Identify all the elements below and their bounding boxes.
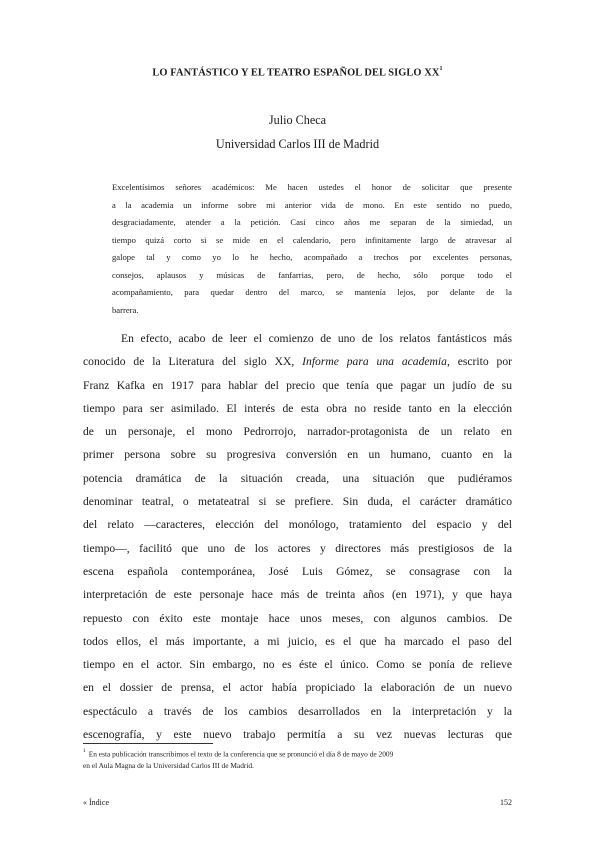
footnote-mark: 1	[83, 748, 86, 754]
page-number: 152	[500, 798, 512, 807]
body-line: conocido de la Literatura del siglo XX, Informe para una academia, escrito por	[83, 355, 512, 369]
quote-line: barrera.	[112, 304, 139, 315]
body-line: En efecto, acabo de leer el comienzo de uno de los relatos fantásticos más	[121, 332, 512, 345]
body-line: de un personaje, el mono Pedrorrojo, narrador-protagonista de un relato en	[83, 425, 512, 439]
body-line: Franz Kafka en 1917 para hablar del precio que tenía que pagar un judío de su	[83, 378, 512, 392]
index-link-text[interactable]: « Índice	[83, 798, 109, 807]
quote-line: galope tal y como yo lo he hecho, acompañado a trechos por excelentes personas,	[112, 252, 512, 262]
body-line: tiempo para ser asimilado. El interés de esta obra no reside tanto en la elección	[83, 401, 512, 415]
body-line: repuesto con éxito este montaje hace unos meses, con algunos cambios. De	[83, 611, 512, 625]
footnote	[83, 746, 513, 772]
body-line: todos ellos, el más importante, a mi juicio, es el que ha marcado el paso del	[83, 634, 512, 648]
body-paragraph	[83, 327, 512, 746]
paper-title: LO FANTÁSTICO Y EL TEATRO ESPAÑOL DEL SIGLO $XX^1$	[152, 66, 443, 79]
quote-line: desgraciadamente, atender a la petición. Casi cinco años me separan de la simiedad, un	[112, 217, 512, 227]
body-line: interpretación de este personaje hace más de treinta años (en 1971), y que haya	[83, 588, 512, 602]
quote-line: a la academia un informe sobre mi anterior vida de mono. En este sentido no puedo,	[112, 199, 512, 210]
body-line: tiempo en el actor. Sin embargo, no es éste el único. Como se ponía de relieve	[83, 658, 512, 672]
body-line: en el dossier de prensa, el actor había propiciado la elaboración de un nuevo	[83, 681, 512, 695]
epigraph-quote	[112, 179, 512, 319]
footnote-line: $^1$ En esta publicación transcribimos el texto de la conferencia que se pronunció el día 8 de mayo de 2009	[83, 748, 394, 759]
quote-line: acompañamiento, para quedar dentro del marco, se mantenía lejos, por delante de la	[112, 287, 512, 297]
quote-line: consejos, aplausos y músicas de fanfarrias, pero, de hecho, sólo porque todo el	[112, 269, 512, 280]
body-line: denominar teatral, o metateatral si se prefiere. Sin duda, el carácter dramático	[83, 495, 512, 509]
body-line: escena española contemporánea, José Luis Gómez, se consagrase con la	[83, 564, 512, 578]
footnote-line: en el Aula Magna de la Universidad Carlos III de Madrid.	[83, 761, 254, 771]
footnote-divider	[83, 743, 213, 744]
index-link[interactable]	[83, 798, 109, 807]
quote-line: Excelentísimos señores académicos: Me hacen ustedes el honor de solicitar que presente	[112, 182, 512, 192]
title-footnote-mark[interactable]: 1	[439, 66, 443, 72]
author-name: Julio Checa	[268, 113, 327, 127]
body-line: primer persona sobre su progresiva conversión en un humano, cuanto en la	[83, 448, 512, 462]
body-line: del relato —caracteres, elección del monólogo, tratamiento del espacio y del	[83, 518, 512, 532]
author-affiliation: Universidad Carlos III de Madrid	[215, 137, 380, 151]
body-line: tiempo—, facilitó que uno de los actores y directores más prestigiosos de la	[83, 541, 512, 555]
body-line: espectáculo a través de los cambios desarrollados en la interpretación y la	[83, 704, 512, 718]
body-line: potencia dramática de la situación creada, una situación que pudiéramos	[83, 471, 512, 485]
quote-line: tiempo quizá corto si se mide en el calendario, pero infinitamente largo de atravesar al	[112, 234, 512, 245]
work-title-italic: Informe para una academia	[302, 355, 447, 369]
body-line: escenografía, y este nuevo trabajo permitía a su vez nuevas lecturas que	[83, 728, 512, 742]
